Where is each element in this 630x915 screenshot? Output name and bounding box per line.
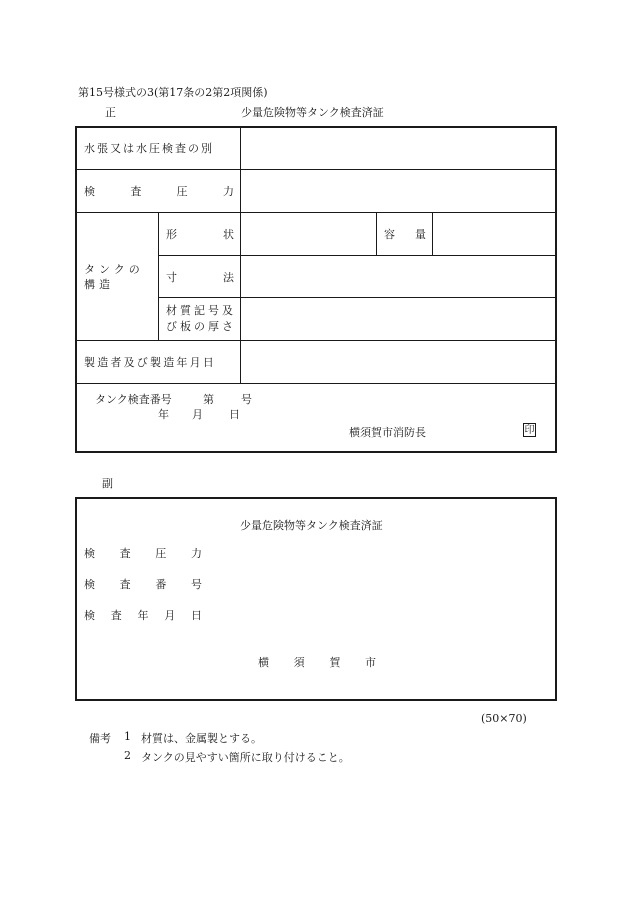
- issuer-name: 横須賀市消防長: [349, 426, 426, 439]
- note-2-number: 2: [124, 749, 131, 762]
- tank-number-dai: 第: [203, 393, 214, 406]
- label-maker-date: 製造者及び製造年月日: [84, 356, 216, 369]
- label-dimensions: 寸 法: [166, 270, 234, 284]
- label-test-type: 水張又は水圧検査の別: [84, 142, 214, 155]
- fuku-label: 副: [102, 477, 113, 490]
- form-number: 第15号様式の3(第17条の2第2項関係): [78, 86, 268, 99]
- label-material: 材質記号及 び板の厚さ: [166, 304, 236, 333]
- fuku-city: 横 須 賀 市: [258, 656, 376, 669]
- fuku-test-date: 検 査 年 月 日: [84, 609, 202, 622]
- seishiki-label: 正: [105, 106, 116, 119]
- label-tank-structure: タンクの構造: [84, 263, 144, 291]
- fuku-test-number: 検 査 番 号: [84, 578, 202, 591]
- date-year: 年: [158, 408, 169, 421]
- tank-number-go: 号: [241, 393, 252, 406]
- label-capacity: 容 量: [384, 228, 426, 241]
- note-1-text: 材質は、金属製とする。: [141, 732, 262, 745]
- date-day: 日: [229, 408, 240, 421]
- fuku-test-pressure: 検 査 圧 力: [84, 547, 202, 560]
- note-2-text: タンクの見やすい箇所に取り付けること。: [141, 751, 350, 764]
- seal-mark: 印: [524, 425, 535, 436]
- fuku-title: 少量危険物等タンク検査済証: [240, 519, 383, 532]
- label-test-pressure: 検 査 圧 力: [84, 185, 234, 198]
- size-note: (50×70): [481, 712, 527, 725]
- note-1-number: 1: [124, 730, 131, 743]
- label-shape: 形 状: [166, 228, 234, 241]
- date-month: 月: [192, 408, 203, 421]
- notes-label: 備考: [89, 732, 111, 745]
- form-title: 少量危険物等タンク検査済証: [241, 106, 384, 119]
- tank-inspection-number-label: タンク検査番号: [95, 393, 172, 406]
